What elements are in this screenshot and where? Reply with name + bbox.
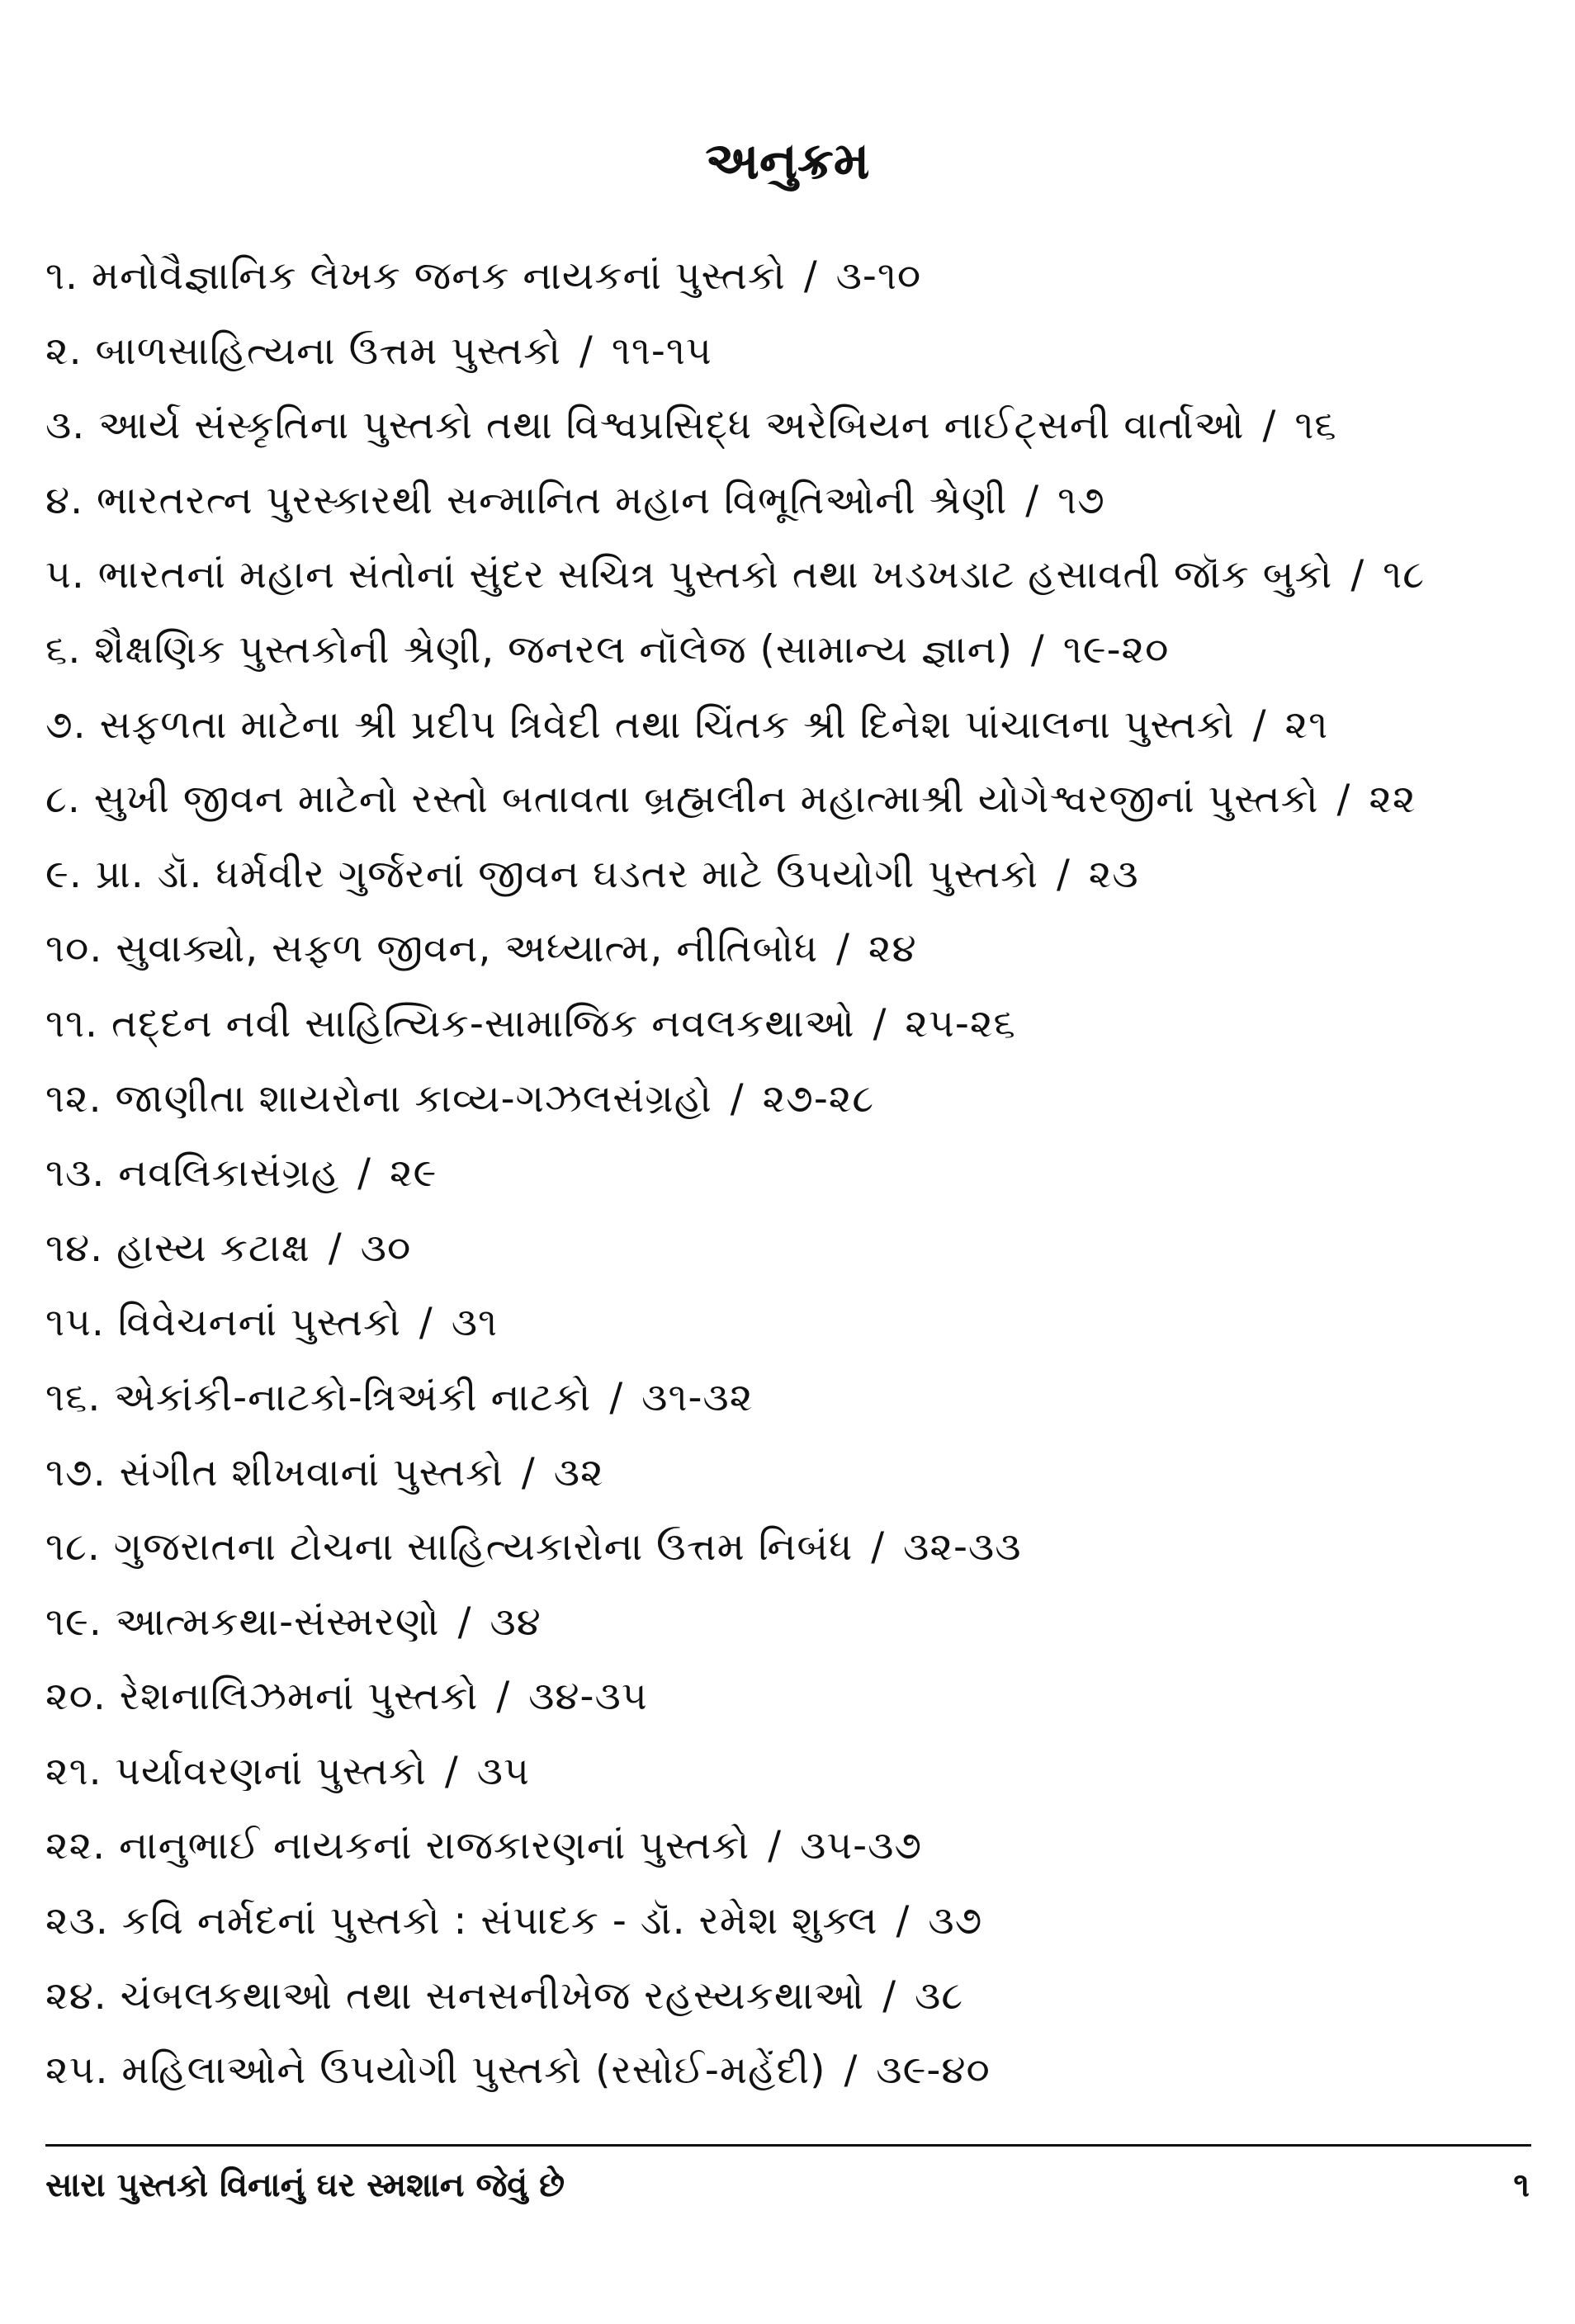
toc-entry-pages: ૩૧ [451, 1300, 499, 1346]
toc-entry-number: ૧૧. [45, 1000, 98, 1046]
toc-entry-separator: / [1262, 403, 1277, 449]
toc-entry [45, 613, 1531, 688]
toc-entry-number: ૧૬. [45, 1374, 102, 1420]
toc-entry-title: ભારતરત્ન પુરસ્કારથી સન્માનિત મહાન વિભૂતિઓની શ્રેણી [97, 477, 1008, 523]
toc-entry-pages: ૩૭ [928, 1898, 983, 1944]
toc-entry-separator: / [521, 1449, 536, 1495]
toc-entry-pages: ૩૨-૩૩ [903, 1524, 1022, 1571]
toc-entry-title: ભારતનાં મહાન સંતોનાં સુંદર સચિત્ર પુસ્તકો તથા ખડખડાટ હસાવતી જૉક બુકો [97, 552, 1333, 598]
toc-entry-pages: ૧૬ [1294, 403, 1337, 449]
toc-entry-title: વિવેચનનાં પુસ્તકો [117, 1300, 401, 1346]
toc-entry-separator: / [419, 1300, 433, 1346]
toc-entry [45, 314, 1531, 390]
toc-entry-separator: / [836, 926, 850, 972]
toc-entry-separator: / [1336, 777, 1351, 823]
toc-entry-separator: / [444, 1748, 459, 1794]
toc-entry-title: પ્રા. ડૉ. ધર્મવીર ગુર્જરનાં જીવન ઘડતર માટે ઉપયોગી પુસ્તકો [95, 851, 1039, 897]
toc-entry-number: ૯. [45, 851, 83, 897]
toc-entry [45, 464, 1531, 539]
toc-entry-separator: / [873, 1000, 887, 1046]
toc-entry-number: ૨૨. [45, 1823, 106, 1869]
toc-entry-separator: / [1030, 626, 1045, 673]
toc-entry-number: ૨. [45, 328, 83, 374]
toc-entry-number: ૧૮. [45, 1524, 101, 1571]
toc-entry-separator: / [1252, 701, 1267, 748]
toc-entry-pages: ૨૪ [868, 926, 917, 972]
toc-entry [45, 1510, 1531, 1585]
toc-entry-separator: / [1056, 851, 1071, 897]
toc-entry-separator: / [768, 1823, 783, 1869]
toc-entry-title: સુવાક્યો, સફળ જીવન, અધ્યાત્મ, નીતિબોધ [116, 926, 819, 972]
toc-entry-separator: / [1350, 552, 1365, 598]
toc-entry-title: એકાંકી-નાટકો-ત્રિઅંકી નાટકો [114, 1374, 592, 1420]
toc-entry [45, 763, 1531, 838]
toc-entry-title: આત્મકથા-સંસ્મરણો [115, 1599, 440, 1645]
toc-entry-title: શૈક્ષણિક પુસ્તકોની શ્રેણી, જનરલ નૉલેજ (સામાન્ય જ્ઞાન) [94, 626, 1013, 673]
toc-entry-pages: ૩૫ [476, 1748, 530, 1794]
toc-entry-pages: ૩૮ [915, 1972, 964, 2019]
toc-entry [45, 1884, 1531, 1959]
toc-entry-pages: ૨૩ [1088, 851, 1139, 897]
toc-entry-number: ૪. [45, 477, 84, 523]
toc-entry-number: ૧૦. [45, 926, 103, 972]
toc-entry [45, 1660, 1531, 1735]
toc-entry-separator: / [844, 2048, 858, 2094]
toc-entry-number: ૧૩. [45, 1150, 106, 1197]
toc-entry-number: ૧૫. [45, 1300, 105, 1346]
toc-entry-separator: / [496, 1674, 511, 1720]
toc-entry-title: સુખી જીવન માટેનો રસ્તો બતાવતા બ્રહ્મલીન મહાત્માશ્રી યોગેશ્વરજીનાં પુસ્તકો [93, 777, 1319, 823]
toc-entry-pages: ૧૭ [1057, 477, 1105, 523]
toc-entry-title: રેશનાલિઝમનાં પુસ્તકો [119, 1674, 479, 1720]
table-of-contents [45, 239, 1531, 2109]
toc-entry [45, 1286, 1531, 1361]
toc-entry-separator: / [328, 1225, 343, 1271]
toc-entry-pages: ૩૦ [360, 1225, 412, 1271]
toc-entry [45, 987, 1531, 1062]
toc-entry-number: ૨૪. [45, 1972, 107, 2019]
toc-entry-title: સફળતા માટેના શ્રી પ્રદીપ ત્રિવેદી તથા ચિંતક શ્રી દિનેશ પાંચાલના પુસ્તકો [99, 701, 1235, 748]
toc-entry-pages: ૨૫-૨૬ [905, 1000, 1016, 1046]
toc-entry-pages: ૩૪-૩૫ [528, 1674, 648, 1720]
toc-entry-pages: ૨૧ [1284, 701, 1329, 748]
toc-entry [45, 1809, 1531, 1884]
toc-entry-pages: ૩૧-૩૨ [641, 1374, 754, 1420]
page-number: ૧ [1513, 2166, 1530, 2204]
toc-entry [45, 1959, 1531, 2034]
toc-entry-number: ૨૧. [45, 1748, 102, 1794]
toc-entry-number: ૫. [45, 552, 85, 598]
toc-entry-title: મનોવૈજ્ઞાનિક લેખક જનક નાયકનાં પુસ્તકો [91, 253, 786, 299]
toc-entry-pages: ૧૮ [1383, 552, 1426, 598]
page-title: અનુક્રમ [705, 130, 870, 191]
toc-entry-title: કવિ નર્મદનાં પુસ્તકો : સંપાદક - ડૉ. રમેશ શુક્લ [121, 1898, 878, 1944]
toc-entry-number: ૭. [45, 701, 87, 748]
toc-entry-separator: / [730, 1075, 745, 1122]
toc-entry [45, 2034, 1531, 2109]
toc-entry-title: નાનુભાઈ નાયકનાં રાજકારણનાં પુસ્તકો [119, 1823, 750, 1869]
toc-entry-number: ૧૨. [45, 1075, 102, 1122]
toc-entry-number: ૨૩. [45, 1898, 109, 1944]
toc-entry-title: સંગીત શીખવાનાં પુસ્તકો [119, 1449, 504, 1495]
toc-entry-separator: / [1025, 477, 1040, 523]
toc-entry-title: હાસ્ય કટાક્ષ [116, 1225, 310, 1271]
toc-entry-pages: ૩૪ [490, 1599, 542, 1645]
toc-entry-pages: ૩૫-૩૭ [799, 1823, 923, 1869]
toc-entry-separator: / [609, 1374, 624, 1420]
toc-entry-separator: / [871, 1524, 886, 1571]
toc-entry [45, 389, 1531, 464]
toc-entry [45, 1436, 1531, 1511]
footer-motto: સારા પુસ્તકો વિનાનું ઘર સ્મશાન જેવું છે [45, 2166, 565, 2204]
toc-entry [45, 1585, 1531, 1660]
toc-entry-title: જાણીતા શાયરોના કાવ્ય-ગઝલસંગ્રહો [115, 1075, 712, 1122]
toc-entry-separator: / [357, 1150, 371, 1197]
toc-entry-number: ૬. [45, 626, 82, 673]
toc-entry [45, 838, 1531, 913]
toc-entry [45, 1212, 1531, 1287]
toc-entry-title: નવલિકાસંગ્રહ [118, 1150, 340, 1197]
toc-entry-title: ચંબલકથાઓ તથા સનસનીખેજ રહસ્યકથાઓ [120, 1972, 865, 2019]
toc-entry-number: ૨૫. [45, 2048, 109, 2094]
toc-entry-pages: ૨૯ [389, 1150, 438, 1197]
toc-entry [45, 538, 1531, 613]
toc-entry-title: તદ્દન નવી સાહિત્યિક-સામાજિક નવલકથાઓ [111, 1000, 855, 1046]
toc-entry-number: ૧૭. [45, 1449, 106, 1495]
toc-entry [45, 239, 1531, 314]
footer-divider [45, 2144, 1531, 2147]
toc-entry-pages: ૨૭-૨૮ [762, 1075, 875, 1122]
toc-entry-separator: / [457, 1599, 472, 1645]
toc-entry-number: ૨૦. [45, 1674, 106, 1720]
toc-entry-title: ગુજરાતના ટોચના સાહિત્યકારોના ઉત્તમ નિબંધ [113, 1524, 854, 1571]
toc-entry-separator: / [579, 328, 594, 374]
toc-entry-pages: ૩-૧૦ [835, 253, 922, 299]
toc-entry-number: ૧૯. [45, 1599, 102, 1645]
toc-entry-title: મહિલાઓને ઉપયોગી પુસ્તકો (રસોઈ-મહેંદી) [121, 2048, 826, 2094]
toc-entry-title: બાળસાહિત્યના ઉત્તમ પુસ્તકો [95, 328, 562, 374]
toc-entry-number: ૧૪. [45, 1225, 104, 1271]
toc-entry [45, 1062, 1531, 1137]
toc-entry [45, 1136, 1531, 1212]
toc-entry [45, 1361, 1531, 1436]
toc-entry-pages: ૩૨ [553, 1449, 604, 1495]
toc-entry-separator: / [803, 253, 818, 299]
toc-entry-title: આર્ય સંસ્કૃતિના પુસ્તકો તથા વિશ્વપ્રસિદ્ધ અરેબિયન નાઈટ્સની વાર્તાઓ [98, 403, 1245, 449]
toc-entry-number: ૩. [45, 403, 86, 449]
toc-entry [45, 912, 1531, 987]
toc-entry-title: પર્યાવરણનાં પુસ્તકો [115, 1748, 427, 1794]
toc-entry-pages: ૧૯-૨૦ [1062, 626, 1170, 673]
toc-entry-separator: / [896, 1898, 910, 1944]
toc-entry-pages: ૨૨ [1369, 777, 1417, 823]
toc-entry-pages: ૧૧-૧૫ [611, 328, 712, 374]
toc-entry-pages: ૩૯-૪૦ [876, 2048, 991, 2094]
toc-entry-number: ૧. [45, 253, 78, 299]
toc-entry [45, 1735, 1531, 1810]
toc-entry [45, 688, 1531, 763]
toc-entry-number: ૮. [45, 777, 81, 823]
toc-entry-separator: / [882, 1972, 897, 2019]
